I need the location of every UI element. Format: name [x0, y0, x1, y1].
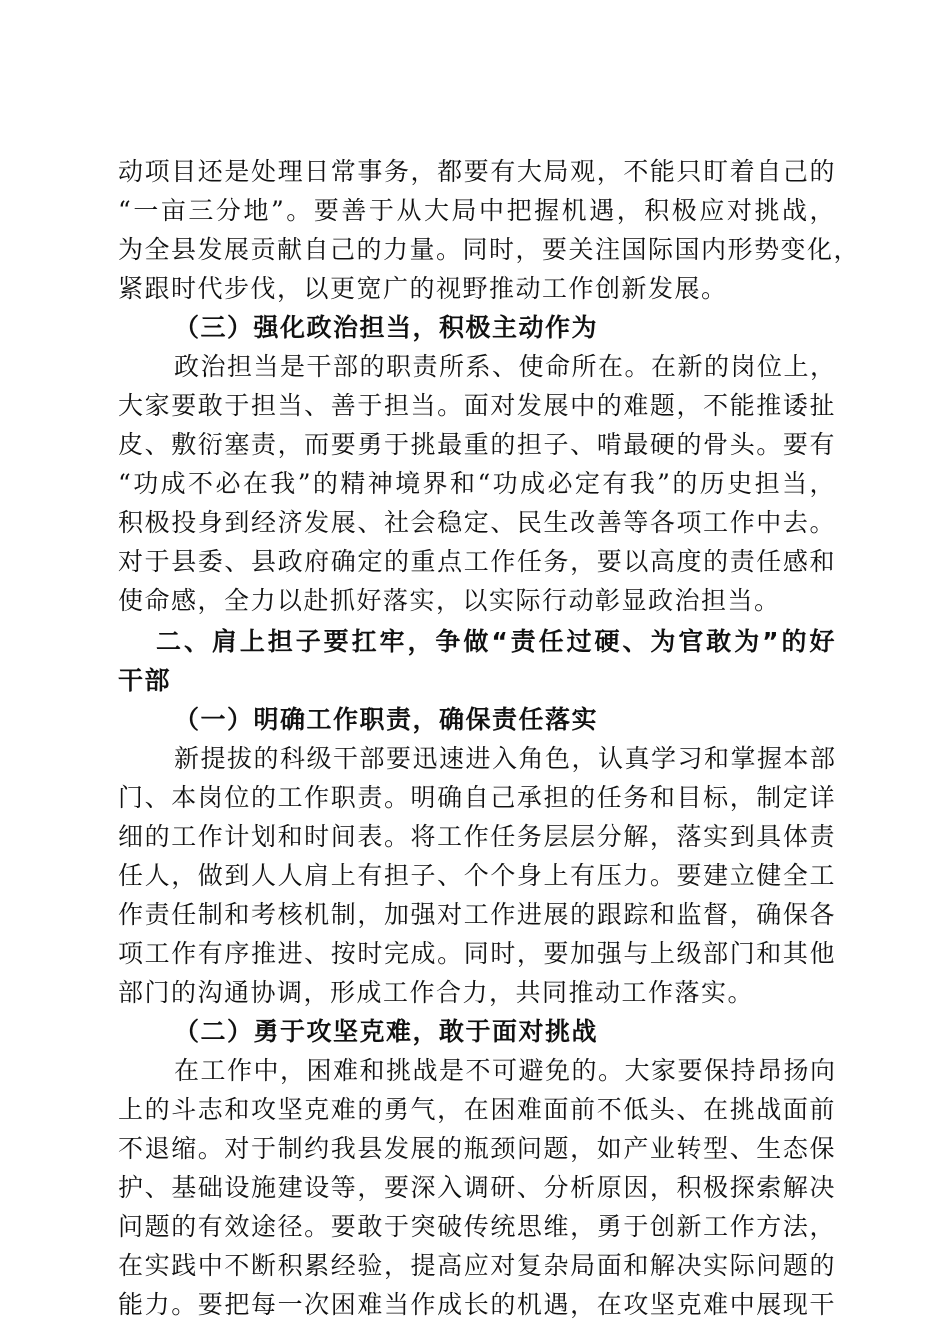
paragraph-first-line: 政治担当是干部的职责所系、使命所在。在新的岗位上， [174, 352, 837, 381]
body-line: 项工作有序推进、按时完成。同时，要加强与上级部门和其他 [118, 939, 836, 968]
body-line: 护、基础设施建设等，要深入调研、分析原因，积极探索解决 [118, 1173, 836, 1202]
body-line: 上的斗志和攻坚克难的勇气，在困难面前不低头、在挑战面前 [118, 1095, 836, 1124]
subsection-heading: （三）强化政治担当，积极主动作为 [174, 313, 599, 342]
body-line: 部门的沟通协调，形成工作合力，共同推动工作落实。 [118, 978, 755, 1007]
body-line: 任人，做到人人肩上有担子、个个身上有压力。要建立健全工 [118, 861, 836, 890]
body-line: 大家要敢于担当、善于担当。面对发展中的难题，不能推诿扯 [118, 391, 836, 420]
body-line: 细的工作计划和时间表。将工作任务层层分解，落实到具体责 [118, 822, 836, 851]
body-line: 门、本岗位的工作职责。明确自己承担的任务和目标，制定详 [118, 783, 836, 812]
body-line: 对于县委、县政府确定的重点工作任务，要以高度的责任感和 [118, 547, 836, 576]
paragraph-first-line: 在工作中，困难和挑战是不可避免的。大家要保持昂扬向 [174, 1056, 837, 1085]
body-line: 使命感，全力以赴抓好落实，以实际行动彰显政治担当。 [118, 586, 781, 615]
body-line: 皮、敷衍塞责，而要勇于挑最重的担子、啃最硬的骨头。要有 [118, 430, 836, 459]
body-line: 为全县发展贡献自己的力量。同时，要关注国际国内形势变化， [118, 235, 861, 264]
body-line: 积极投身到经济发展、社会稳定、民生改善等各项工作中去。 [118, 508, 836, 537]
body-line: 作责任制和考核机制，加强对工作进展的跟踪和监督，确保各 [118, 900, 836, 929]
body-line: “功成不必在我”的精神境界和“功成必定有我”的历史担当， [118, 469, 836, 498]
body-line: 动项目还是处理日常事务，都要有大局观，不能只盯着自己的 [118, 157, 836, 186]
body-line: 能力。要把每一次困难当作成长的机遇，在攻坚克难中展现干 [118, 1290, 836, 1319]
body-line: “一亩三分地”。要善于从大局中把握机遇，积极应对挑战， [118, 196, 836, 225]
subsection-heading: （一）明确工作职责，确保责任落实 [174, 705, 599, 734]
section-heading: 二、肩上担子要扛牢，争做“责任过硬、为官敢为”的好 [156, 627, 836, 656]
body-line: 紧跟时代步伐，以更宽广的视野推动工作创新发展。 [118, 274, 728, 303]
section-heading-continued: 干部 [118, 666, 172, 695]
paragraph-first-line: 新提拔的科级干部要迅速进入角色，认真学习和掌握本部 [174, 744, 837, 773]
body-line: 在实践中不断积累经验，提高应对复杂局面和解决实际问题的 [118, 1251, 836, 1280]
body-line: 不退缩。对于制约我县发展的瓶颈问题，如产业转型、生态保 [118, 1134, 836, 1163]
subsection-heading: （二）勇于攻坚克难，敢于面对挑战 [174, 1017, 599, 1046]
body-line: 问题的有效途径。要敢于突破传统思维，勇于创新工作方法， [118, 1212, 836, 1241]
document-body [118, 152, 861, 1324]
